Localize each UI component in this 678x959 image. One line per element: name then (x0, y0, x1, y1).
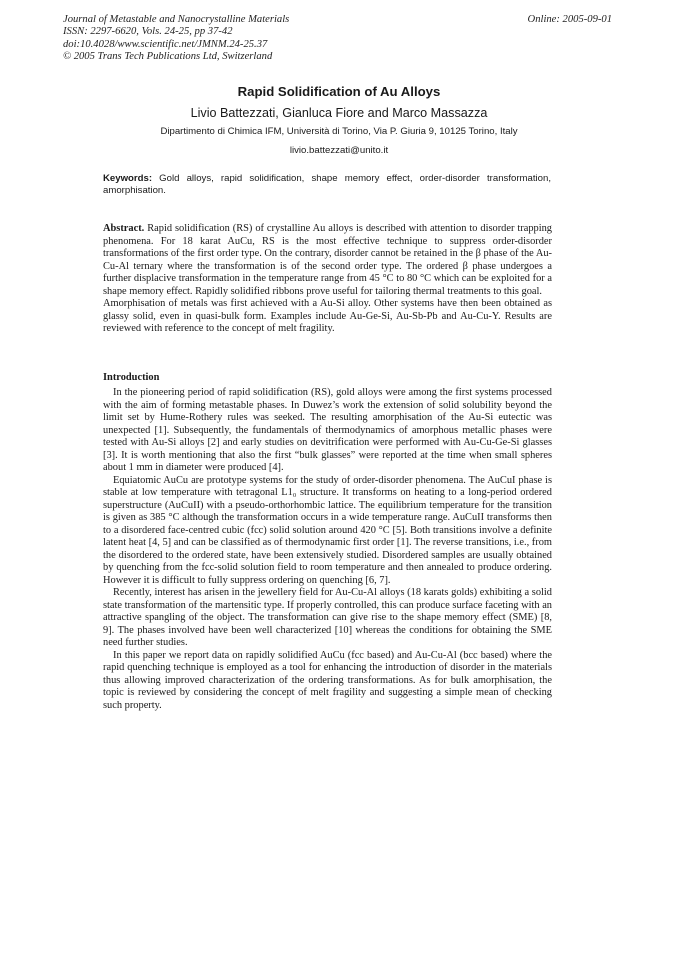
intro-paragraph-1: In the pioneering period of rapid solidification (RS), gold alloys were among the first systems processed with the aim of forming metastable phases. In Duwez’s work the extension of solid solubility beyond the limit set by Hume-Rothery rules was seeked. The resulting amorphisation of the Au-Si eutectic was unexpected [1]. Subsequently, the fundamentals of thermodynamics of amorphous metallic phases were tested with Au-Si alloys [2] and early studies on devitrification were performed with Au-Cu-Ge-Si glasses [3]. It is worth mentioning that also the first “bulk glasses” were reported at the time when small spheres about 1 mm in diameter were produced [4]. (103, 387, 552, 473)
intro-paragraph-3: Recently, interest has arisen in the jewellery field for Au-Cu-Al alloys (18 karats golds) exhibiting a solid state transformation of the martensitic type. If properly controlled, this can produce surface faceting with an attractive spangling of the object. The transformation can give rise to the shape memory effect (SME) [8, 9]. The phases involved have been well characterized [10] whereas the conditions for obtaining the SME need further studies. (103, 587, 552, 648)
abstract-block (103, 223, 552, 336)
journal-header (63, 14, 289, 64)
online-date: Online: 2005-09-01 (527, 14, 612, 25)
keywords-text: Gold alloys, rapid solidification, shape memory effect, order-disorder transformation, amorphisation. (103, 173, 551, 197)
introduction-body (103, 387, 552, 712)
author-list: Livio Battezzati, Gianluca Fiore and Marco Massazza (190, 106, 488, 120)
keywords-label: Keywords: (103, 173, 153, 184)
paper-title: Rapid Solidification of Au Alloys (237, 84, 441, 99)
doi-line[interactable]: doi:10.4028/www.scientific.net/JMNM.24-25.37 (63, 38, 268, 50)
abstract-paragraph-1 (103, 223, 552, 298)
journal-name: Journal of Metastable and Nanocrystalline Materials (63, 14, 290, 25)
affiliation: Dipartimento di Chimica IFM, Università di Torino, Via P. Giuria 9, 10125 Torino, Italy (160, 126, 518, 137)
copyright-line: © 2005 Trans Tech Publications Ltd, Switzerland (63, 51, 273, 63)
abstract-paragraph-2: Amorphisation of metals was first achieved with a Au-Si alloy. Other systems have then been obtained as glassy solid, even in quasi-bulk form. Examples include Au-Ge-Si, Au-Sb-Pb and Au-Cu-Y. Results are reviewed with reference to the concept of melt fragility. (103, 298, 552, 334)
abstract-label: Abstract. (103, 223, 145, 234)
issn-line: ISSN: 2297-6620, Vols. 24-25, pp 37-42 (63, 26, 233, 38)
introduction-heading: Introduction (103, 372, 160, 383)
intro-paragraph-4: In this paper we report data on rapidly solidified AuCu (fcc based) and Au-Cu-Al (bcc based) where the rapid quenching technique is employed as a tool for enhancing the introduction of disorder in the materials thus allowing improved characterization of the ordering transformations. As for bulk amorphisation, the topic is reviewed by considering the concept of melt fragility and suggesting a simple mean of checking such property. (103, 649, 552, 711)
abstract-text-1: Rapid solidification (RS) of crystalline Au alloys is described with attention to disorder trapping phenomena. For 18 karat AuCu, RS is the most effective technique to suppress order-disorder transformations of the first order type. On the contrary, disorder cannot be retained in the β phase of the Au-Cu-Al ternary where the transformation is of the second order type. The ordered β phase undergoes a further displacive transformation in the temperature range from 45 °C to 80 °C which can be exploited for a shape memory effect. Rapidly solidified ribbons prove useful for tailoring thermal treatments to this goal. (103, 223, 552, 297)
author-email[interactable]: livio.battezzati@unito.it (289, 145, 389, 156)
intro-paragraph-2: Equiatomic AuCu are prototype systems for the study of order-disorder phenomena. The AuCuI phase is stable at low temperature with tetragonal L1₀ structure. It transforms on heating to a long-period ordered superstructure (AuCuII) with a pseudo-orthorhombic lattice. The equilibrium temperature for the transition is given as 385 °C although the transformation occurs in a wide temperature range. AuCuII transforms then to a disordered face-centred cubic (fcc) solid solution around 420 °C [5]. Both transitions involve a definite latent heat [4, 5] and can be classified as of thermodynamic first order [1]. The reverse transitions, i.e., from the disordered to the ordered state, have been extensively studied. Disordered samples are usually obtained by quenching from the fcc-solid solution field to room temperature and then annealed to produce ordering. However it is difficult to fully suppress ordering on quenching [6, 7]. (103, 474, 552, 586)
keywords-block (103, 173, 551, 197)
